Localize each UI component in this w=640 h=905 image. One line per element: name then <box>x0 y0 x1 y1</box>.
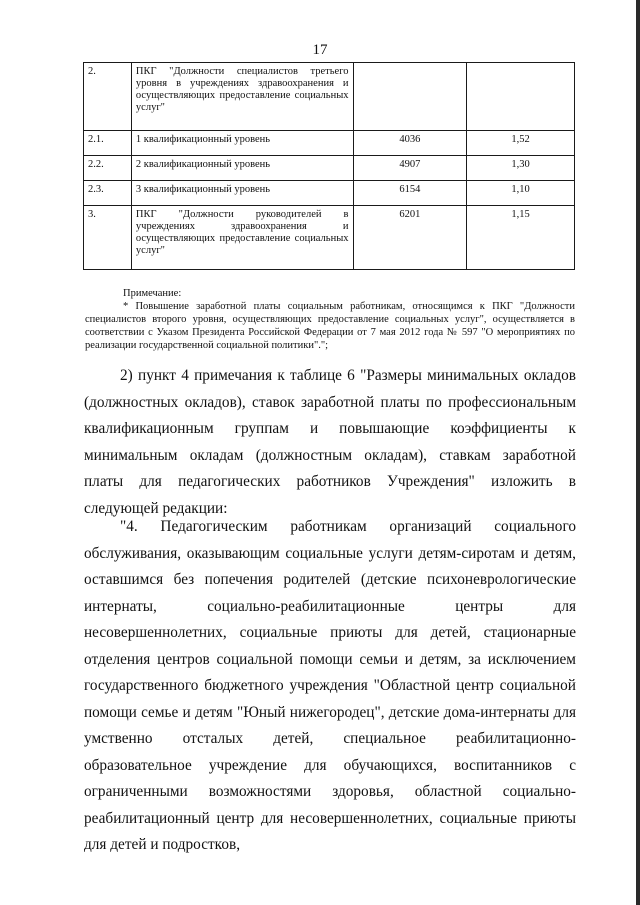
table-row <box>84 156 575 181</box>
page-number: 17 <box>312 42 328 58</box>
salary-table <box>83 62 575 270</box>
table-row <box>84 131 575 156</box>
row-coefficient: 1,52 <box>467 131 575 156</box>
row-coefficient: 1,15 <box>467 206 575 270</box>
row-salary: 4036 <box>353 131 467 156</box>
body-paragraph-point-4: "4. Педагогическим работникам организаций социального обслуживания, оказывающим социальные услуги детям-сиротам и детям, оставшимся без попечения родителей (детские психоневрологические интернаты, социально-реабилитационные центры для несовершеннолетних, социальные приюты для детей, стационарные отделения центров социальной помощи семьи и детям, за исключением государственного бюджетного учреждения "Областной центр социальной помощи семье и детям "Юный нижегородец", детские дома-интернаты для умственно отсталых детей, специальное реабилитационно-образовательное учреждение для обучающихся, воспитанников с ограниченными возможностями здоровья, областной социально-реабилитационный центр для несовершеннолетних, социальные приюты для детей и подростков, <box>84 518 576 853</box>
row-number: 3. <box>84 206 132 270</box>
row-number: 2.3. <box>84 181 132 206</box>
row-number: 2.2. <box>84 156 132 181</box>
body-paragraph-amendment: 2) пункт 4 примечания к таблице 6 "Размеры минимальных окладов (должностных окладов), ставок заработной платы по профессиональным квалификационным группам и повышающие коэффициенты к минимальным окладам (должностным окладам), ставкам заработной платы для педагогических работников Учреждения" изложить в следующей редакции: <box>84 367 576 517</box>
table-note <box>85 287 575 352</box>
row-position-name: ПКГ "Должности руководителей в учреждениях здравоохранения и осуществляющих предоставление социальных услуг" <box>131 206 353 270</box>
row-number: 2. <box>84 63 132 131</box>
row-position-name: ПКГ "Должности специалистов третьего уровня в учреждениях здравоохранения и осуществляющих предоставление социальных услуг" <box>131 63 353 131</box>
scan-edge <box>636 0 640 905</box>
table-row <box>84 206 575 270</box>
row-position-name: 1 квалификационный уровень <box>131 131 353 156</box>
row-coefficient: 1,30 <box>467 156 575 181</box>
note-text: * Повышение заработной платы социальным работникам, относящимся к ПКГ "Должности специалистов второго уровня, осуществляющих предоставление социальных услуг", осуществляется в соответствии с Указом Президента Российской Федерации от 7 мая 2012 года № 597 "О мероприятиях по реализации государственной социальной политики"."; <box>85 301 575 351</box>
row-coefficient <box>467 63 575 131</box>
row-salary: 4907 <box>353 156 467 181</box>
table-row <box>84 63 575 131</box>
row-salary: 6154 <box>353 181 467 206</box>
row-salary: 6201 <box>353 206 467 270</box>
note-title: Примечание: <box>123 288 182 299</box>
row-coefficient: 1,10 <box>467 181 575 206</box>
row-number: 2.1. <box>84 131 132 156</box>
row-salary <box>353 63 467 131</box>
table-row <box>84 181 575 206</box>
row-position-name: 3 квалификационный уровень <box>131 181 353 206</box>
row-position-name: 2 квалификационный уровень <box>131 156 353 181</box>
